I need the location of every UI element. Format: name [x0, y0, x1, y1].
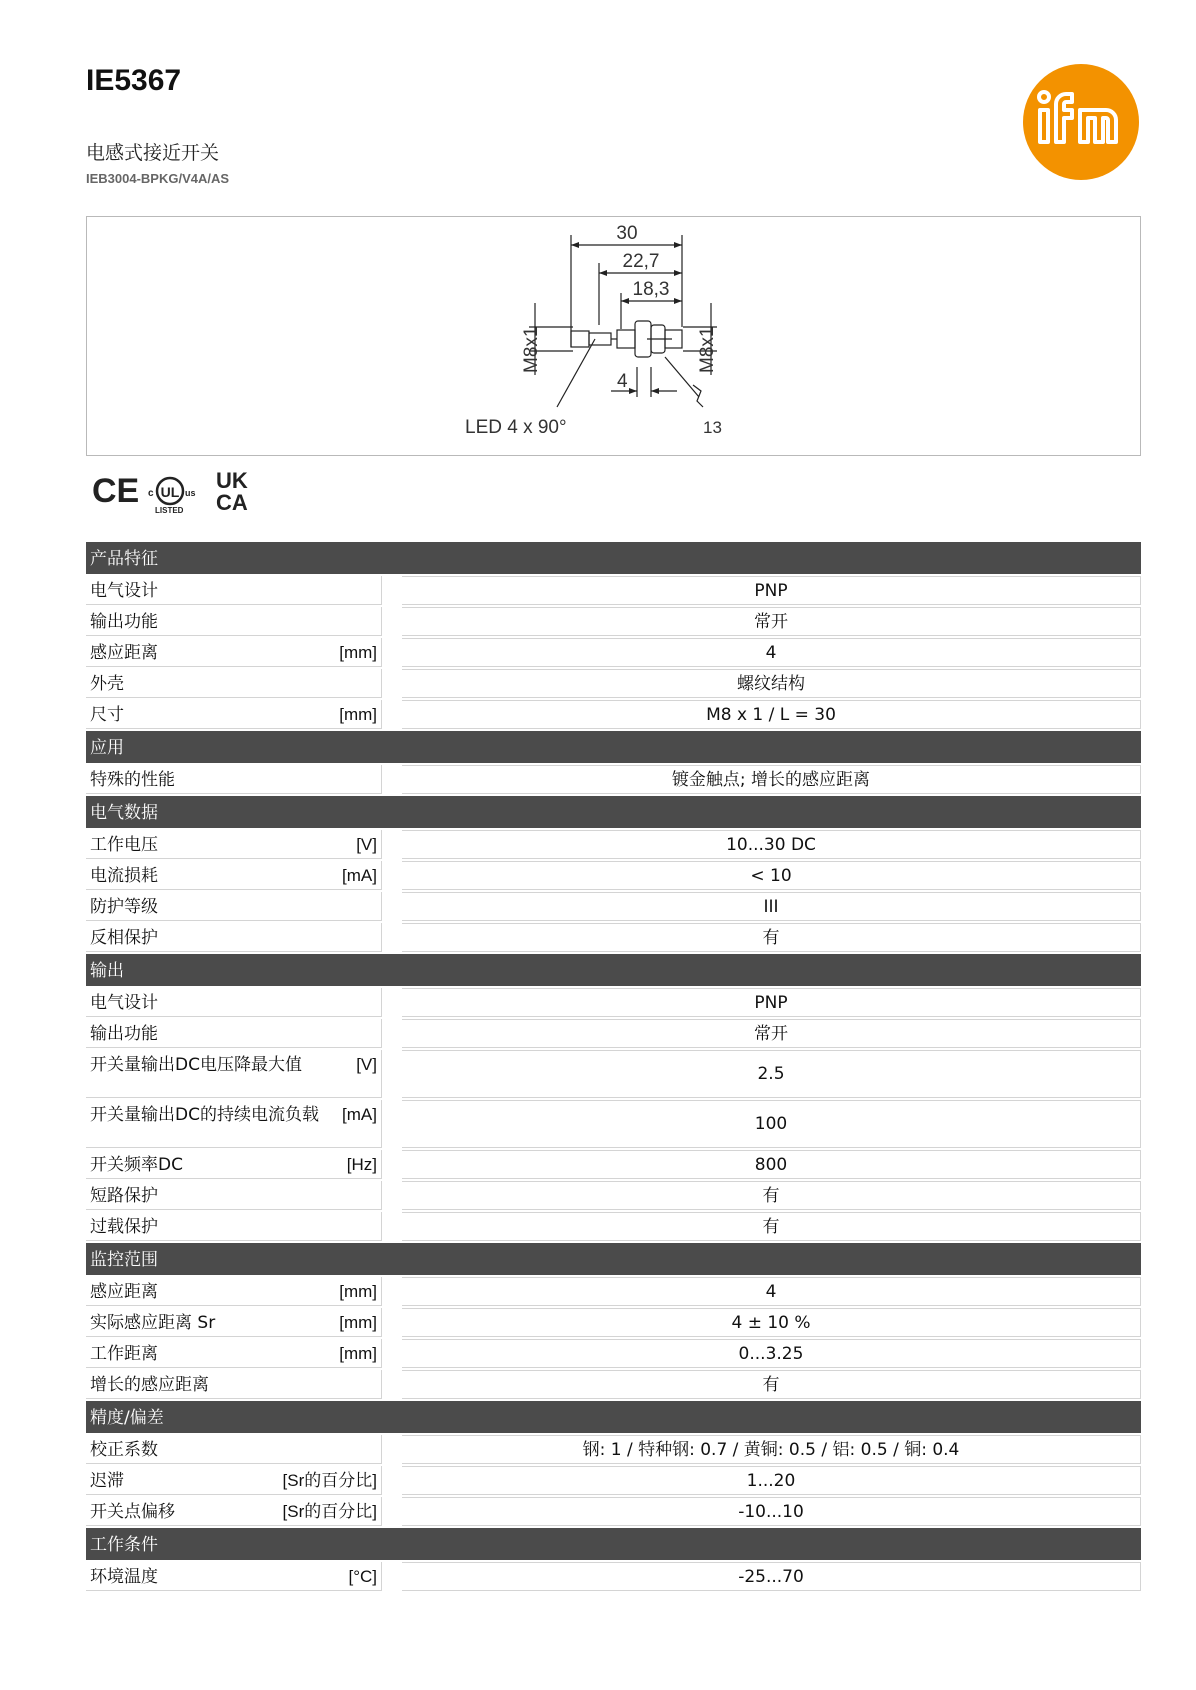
spec-value: 常开: [402, 1019, 1141, 1048]
spec-value: 常开: [402, 607, 1141, 636]
spec-unit: [mm]: [339, 705, 377, 724]
ukca-bottom: CA: [216, 490, 248, 514]
spec-row: [86, 1212, 1141, 1241]
spec-value: 有: [402, 1212, 1141, 1241]
section-header: 电气数据: [86, 796, 1141, 828]
spec-row: [86, 1562, 1141, 1591]
wrench-size-label: 13: [703, 418, 722, 437]
spec-label-cell: [86, 638, 382, 667]
spec-label-cell: [86, 1181, 382, 1210]
spec-unit: [mm]: [339, 1344, 377, 1363]
spec-label: 工作距离: [90, 1344, 158, 1364]
spec-label-cell: [86, 1050, 382, 1098]
spec-value: 100: [402, 1100, 1141, 1148]
spec-label-cell: [86, 1339, 382, 1368]
product-type: 电感式接近开关: [86, 142, 220, 164]
spec-label: 感应距离: [90, 1282, 158, 1302]
spec-label: 增长的感应距离: [90, 1375, 209, 1395]
spec-value: 10...30 DC: [402, 830, 1141, 859]
spec-value: 4: [402, 638, 1141, 667]
ul-mark: UL: [160, 484, 180, 500]
section-header: 监控范围: [86, 1243, 1141, 1275]
spec-label: 输出功能: [90, 612, 158, 632]
spec-section: [86, 731, 1141, 794]
spec-value: 镀金触点; 增长的感应距离: [402, 765, 1141, 794]
spec-unit: [V]: [356, 835, 377, 854]
dim-total-label: 30: [616, 223, 638, 244]
spec-section: [86, 796, 1141, 952]
spec-row: [86, 1466, 1141, 1495]
spec-value: < 10: [402, 861, 1141, 890]
section-header: 工作条件: [86, 1528, 1141, 1560]
spec-unit: [mm]: [339, 1282, 377, 1301]
dim-small-label: 18,3: [632, 279, 670, 300]
spec-value: -25...70: [402, 1562, 1141, 1591]
spec-value: 4 ± 10 %: [402, 1308, 1141, 1337]
spec-row: [86, 576, 1141, 605]
section-header: 产品特征: [86, 542, 1141, 574]
spec-value: PNP: [402, 576, 1141, 605]
spec-label-cell: [86, 700, 382, 729]
spec-value: PNP: [402, 988, 1141, 1017]
spec-row: [86, 830, 1141, 859]
spec-label-cell: [86, 830, 382, 859]
spec-row: [86, 923, 1141, 952]
spec-unit: [mm]: [339, 643, 377, 662]
spec-value: 0...3.25: [402, 1339, 1141, 1368]
spec-section: [86, 1243, 1141, 1399]
spec-label-cell: [86, 1019, 382, 1048]
spec-label-cell: [86, 1100, 382, 1148]
spec-value: 有: [402, 1370, 1141, 1399]
spec-unit: [mm]: [339, 1313, 377, 1332]
dim-mid-label: 22,7: [622, 251, 660, 272]
spec-value: 1...20: [402, 1466, 1141, 1495]
spec-row: [86, 765, 1141, 794]
spec-label-cell: [86, 923, 382, 952]
spec-value: 螺纹结构: [402, 669, 1141, 698]
spec-label-cell: [86, 1562, 382, 1591]
dim-four-label: 4: [617, 371, 628, 392]
spec-value: 钢: 1 / 特种钢: 0.7 / 黄铜: 0.5 / 铝: 0.5 / 铜: 0.4: [402, 1435, 1141, 1464]
spec-label: 反相保护: [90, 928, 158, 948]
ul-c-label: c: [148, 488, 154, 499]
certification-marks: [92, 466, 272, 514]
spec-value: 有: [402, 1181, 1141, 1210]
spec-row: [86, 1435, 1141, 1464]
spec-label: 感应距离: [90, 643, 158, 663]
spec-label: 外壳: [90, 674, 124, 694]
spec-unit: [V]: [356, 1055, 377, 1074]
spec-section: [86, 1528, 1141, 1591]
thread-right-label: M8x1: [697, 326, 718, 373]
spec-label: 开关量输出DC电压降最大值: [90, 1055, 302, 1075]
spec-row: [86, 669, 1141, 698]
spec-unit: [Hz]: [346, 1155, 377, 1174]
spec-unit: [°C]: [348, 1567, 377, 1586]
spec-label: 开关点偏移: [90, 1502, 175, 1522]
product-title: IE5367: [86, 64, 182, 97]
spec-label: 工作电压: [90, 835, 158, 855]
spec-value: III: [402, 892, 1141, 921]
spec-value: 4: [402, 1277, 1141, 1306]
dimension-drawing-svg: [87, 217, 1142, 457]
spec-label-cell: [86, 892, 382, 921]
ukca-top: UK: [216, 468, 248, 493]
section-header: 精度/偏差: [86, 1401, 1141, 1433]
spec-label: 校正系数: [90, 1440, 158, 1460]
spec-label-cell: [86, 1466, 382, 1495]
spec-label-cell: [86, 669, 382, 698]
spec-table: [86, 542, 1141, 1597]
spec-label-cell: [86, 988, 382, 1017]
spec-label-cell: [86, 861, 382, 890]
spec-section: [86, 1401, 1141, 1526]
spec-label: 开关量输出DC的持续电流负载: [90, 1105, 319, 1125]
spec-label: 电气设计: [90, 993, 158, 1013]
spec-label: 环境温度: [90, 1567, 158, 1587]
spec-value: 800: [402, 1150, 1141, 1179]
spec-unit: [Sr的百分比]: [282, 1471, 377, 1490]
spec-row: [86, 700, 1141, 729]
spec-label-cell: [86, 1370, 382, 1399]
spec-label-cell: [86, 1150, 382, 1179]
spec-value: 2.5: [402, 1050, 1141, 1098]
spec-row: [86, 607, 1141, 636]
spec-label-cell: [86, 1308, 382, 1337]
spec-label-cell: [86, 765, 382, 794]
spec-row: [86, 1308, 1141, 1337]
spec-unit: [mA]: [342, 1105, 377, 1124]
spec-value: 有: [402, 923, 1141, 952]
spec-row: [86, 892, 1141, 921]
ul-listed-label: LISTED: [155, 506, 184, 514]
spec-label: 电流损耗: [90, 866, 158, 886]
spec-value: -10...10: [402, 1497, 1141, 1526]
spec-row: [86, 1370, 1141, 1399]
spec-label: 输出功能: [90, 1024, 158, 1044]
spec-label-cell: [86, 576, 382, 605]
spec-value: M8 x 1 / L = 30: [402, 700, 1141, 729]
thread-left-label: M8x1: [521, 326, 542, 373]
spec-row: [86, 638, 1141, 667]
spec-label: 迟滞: [90, 1471, 124, 1491]
spec-label: 防护等级: [90, 897, 158, 917]
spec-section: [86, 954, 1141, 1241]
spec-row: [86, 988, 1141, 1017]
spec-label: 尺寸: [90, 705, 124, 725]
spec-row: [86, 861, 1141, 890]
section-header: 应用: [86, 731, 1141, 763]
product-code: IEB3004-BPKG/V4A/AS: [86, 171, 230, 186]
led-label: LED 4 x 90°: [465, 417, 567, 438]
spec-row: [86, 1150, 1141, 1179]
spec-label-cell: [86, 607, 382, 636]
spec-label: 特殊的性能: [90, 770, 175, 790]
ifm-logo: [1022, 63, 1140, 181]
spec-label-cell: [86, 1277, 382, 1306]
spec-row: [86, 1339, 1141, 1368]
ul-us-label: us: [185, 488, 196, 498]
section-header: 输出: [86, 954, 1141, 986]
spec-label-cell: [86, 1435, 382, 1464]
spec-unit: [Sr的百分比]: [282, 1502, 377, 1521]
spec-row: [86, 1050, 1141, 1098]
spec-label-cell: [86, 1497, 382, 1526]
spec-label: 短路保护: [90, 1186, 158, 1206]
spec-row: [86, 1019, 1141, 1048]
spec-row: [86, 1277, 1141, 1306]
spec-row: [86, 1181, 1141, 1210]
spec-label: 电气设计: [90, 581, 158, 601]
ce-mark: CE: [92, 472, 140, 510]
spec-label: 过载保护: [90, 1217, 158, 1237]
dimension-drawing: [86, 216, 1141, 456]
spec-label: 开关频率DC: [90, 1155, 183, 1175]
spec-label-cell: [86, 1212, 382, 1241]
spec-row: [86, 1497, 1141, 1526]
spec-row: [86, 1100, 1141, 1148]
spec-unit: [mA]: [342, 866, 377, 885]
spec-section: [86, 542, 1141, 729]
spec-label: 实际感应距离 Sr: [90, 1313, 216, 1333]
